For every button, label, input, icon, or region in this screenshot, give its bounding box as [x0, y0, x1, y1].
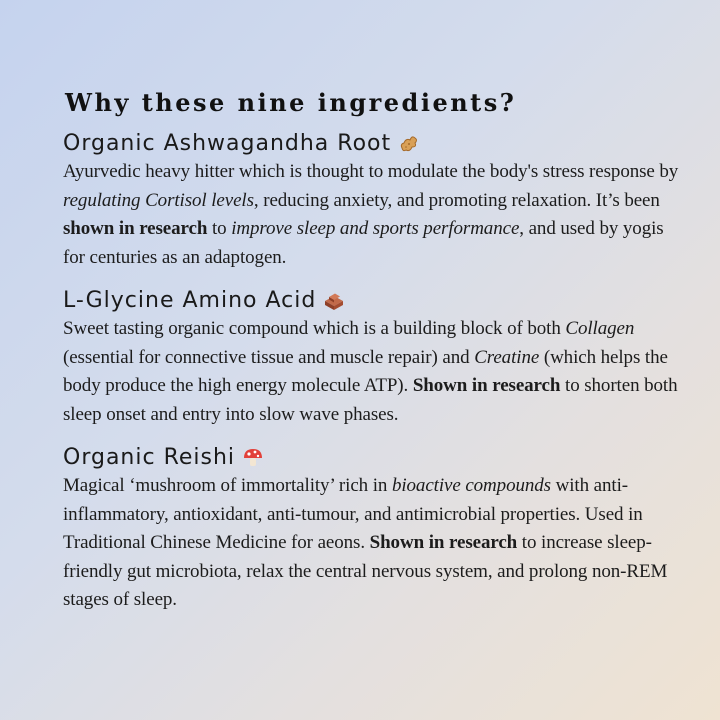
emphasis-text: improve sleep and sports performance [231, 218, 520, 239]
mushroom-icon [241, 446, 265, 470]
body-text: Sweet tasting organic compound which is a building block of both [63, 318, 566, 339]
section-body [63, 158, 688, 272]
body-text: (essential for connective tissue and muscle repair) and [63, 346, 475, 368]
section-body [63, 472, 688, 615]
bold-text: shown in research [63, 218, 208, 239]
section-heading: Organic Reishi [63, 445, 236, 470]
section-header [63, 131, 688, 156]
body-text: to increase sleep-friendly gut microbiota, relax the central nervous system, and prolong non-REM stages of sleep. [63, 532, 668, 610]
body-text: Ayurvedic heavy hitter which is thought to modulate the body's stress response by [63, 161, 679, 182]
body-text: to [207, 218, 232, 239]
section-header [63, 445, 688, 470]
body-text: with anti-inflammatory, antioxidant, anti-tumour, and antimicrobial properties. Used in Traditional Chinese Medicine for aeons. [63, 475, 643, 553]
section-heading: L-Glycine Amino Acid [63, 288, 317, 313]
emphasis-text: regulating Cortisol levels [63, 189, 254, 211]
section-header [63, 288, 688, 313]
body-text: Magical ‘mushroom of immortality’ rich in [63, 475, 392, 496]
body-text: , and used by yogis for centuries as an adaptogen. [63, 218, 664, 268]
ingredients-panel [63, 88, 688, 631]
page-title: Why these nine ingredients? [65, 88, 517, 117]
body-text: , reducing anxiety, and promoting relaxation. It’s been [253, 189, 660, 211]
emphasis-text: Creatine [474, 346, 540, 368]
bold-text: Shown in research [369, 532, 518, 553]
body-text: to shorten both sleep onset and entry into slow wave phases. [63, 375, 678, 425]
section-ashwagandha [63, 131, 688, 272]
section-reishi [63, 445, 688, 615]
ginger-root-icon [397, 132, 421, 156]
bold-text: Shown in research [412, 375, 561, 396]
body-text: (which helps the body produce the high energy molecule ATP). [63, 346, 668, 396]
emphasis-text: Collagen [565, 318, 635, 339]
section-heading: Organic Ashwagandha Root [63, 131, 392, 156]
emphasis-text: bioactive compounds [391, 475, 551, 496]
section-body [63, 315, 688, 429]
bricks-icon [322, 289, 346, 313]
section-glycine [63, 288, 688, 429]
